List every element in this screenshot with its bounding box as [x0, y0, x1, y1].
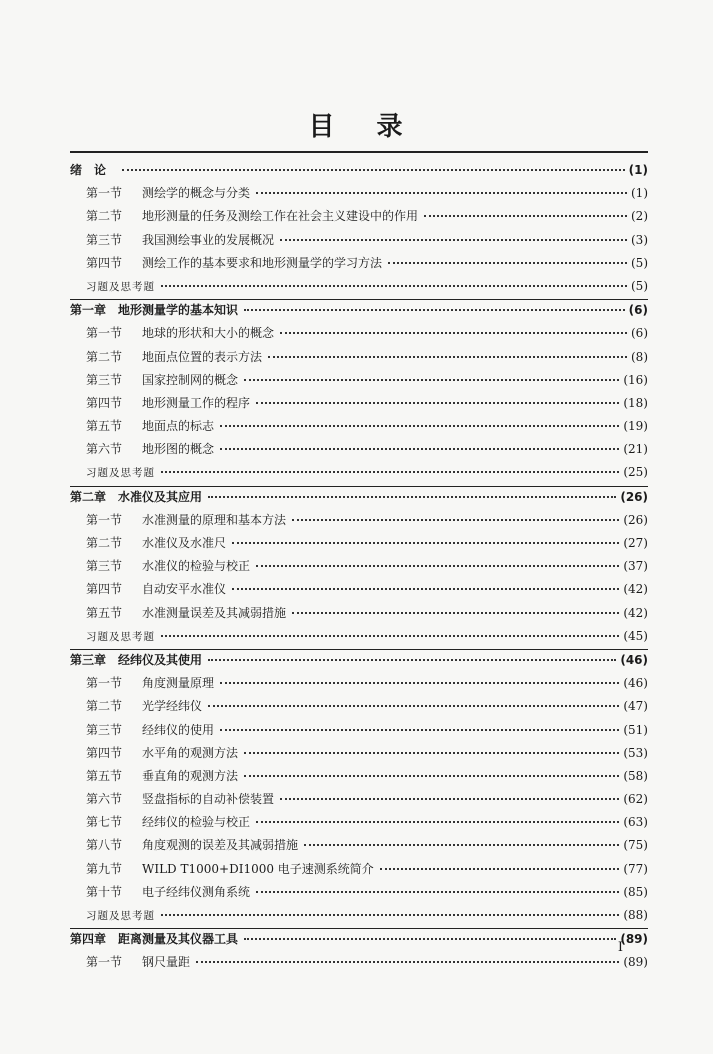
- dot-leader: [424, 203, 627, 217]
- dot-leader: [220, 717, 619, 731]
- toc-entry-number: 第一节: [86, 186, 123, 201]
- dot-leader: [256, 390, 619, 404]
- toc-page-number: (26): [620, 489, 648, 504]
- dot-leader: [280, 320, 627, 334]
- dot-leader: [220, 436, 619, 450]
- dot-leader: [208, 647, 616, 661]
- toc-page-number: (85): [623, 884, 648, 899]
- toc-entry-number: 第一节: [86, 955, 123, 970]
- toc-page-number: (26): [623, 512, 648, 527]
- toc-entry-number: 第三节: [86, 559, 123, 574]
- toc-entry-number: 第六节: [86, 442, 123, 457]
- toc-entry-number: 第二节: [86, 349, 123, 364]
- dot-leader: [304, 832, 619, 846]
- toc-entry-title: 角度观测的误差及其减弱措施: [142, 838, 299, 853]
- toc-page-number: (16): [623, 372, 648, 387]
- toc-page-number: (3): [631, 232, 648, 247]
- toc-entry-number: 第四节: [86, 255, 123, 270]
- dot-leader: [161, 459, 619, 473]
- toc-entry-title: WILD T1000+DI1000 电子速测系统简介: [142, 861, 374, 876]
- toc-entry-number: 绪 论: [70, 163, 107, 177]
- toc-entry-number: 第一节: [86, 512, 123, 527]
- toc-page-number: (42): [623, 582, 648, 597]
- toc-exercise-row[interactable]: [70, 905, 648, 928]
- toc-entry-number: 第二节: [86, 536, 123, 550]
- toc-page-number: (89): [623, 955, 648, 970]
- toc-entry-title: 光学经纬仪: [142, 699, 203, 714]
- toc-entry-number: 第八节: [86, 838, 123, 853]
- toc-page-number: (77): [623, 861, 648, 876]
- toc-entry-number: 第三节: [86, 232, 123, 247]
- toc-page-number: (53): [623, 745, 648, 760]
- dot-leader: [256, 180, 627, 194]
- dot-leader: [292, 600, 619, 614]
- toc-section-row[interactable]: [70, 952, 648, 975]
- toc-page-number: (19): [623, 419, 648, 434]
- toc-page-number: (45): [623, 628, 648, 643]
- page-title: 目 录: [308, 112, 405, 142]
- dot-leader: [244, 926, 616, 940]
- toc-page-number: (47): [623, 699, 648, 714]
- dot-leader: [232, 576, 619, 590]
- toc-entry-number: 第二节: [86, 209, 123, 224]
- toc-page-number: (8): [631, 349, 648, 364]
- toc-entry-number: 第一章: [70, 303, 107, 318]
- toc-page-number: (2): [631, 209, 648, 224]
- toc-page-number: (42): [623, 605, 648, 620]
- toc-entry-number: 第二节: [86, 699, 123, 714]
- toc-page-number: (37): [623, 559, 648, 574]
- dot-leader: [256, 553, 619, 567]
- toc-entry-title: 竖盘指标的自动补偿装置: [142, 792, 275, 807]
- toc-entry-title: 地面点的标志: [142, 419, 215, 434]
- toc-entry-title: 测绘学的概念与分类: [142, 186, 251, 201]
- toc-entry-title: 经纬仪及其使用: [118, 652, 203, 667]
- dot-leader: [244, 763, 619, 777]
- toc-page-number: (6): [631, 326, 648, 341]
- toc-entry-number: 第六节: [86, 792, 123, 807]
- toc-entry-number: 第四节: [86, 395, 123, 410]
- toc-page-number: (5): [631, 255, 648, 270]
- toc-list: [70, 160, 648, 976]
- toc-entry-title: 地形测量的任务及测绘工作在社会主义建设中的作用: [142, 209, 419, 224]
- toc-page-number: (75): [623, 838, 648, 853]
- toc-page-number: (51): [623, 722, 648, 737]
- toc-entry-number: 第五节: [86, 768, 123, 783]
- toc-entry-number: 第四节: [86, 582, 123, 597]
- toc-entry-number: 第四章: [70, 932, 107, 947]
- dot-leader: [161, 902, 619, 916]
- toc-entry-title: 角度测量原理: [142, 676, 215, 691]
- toc-entry-title: 习题及思考题: [86, 280, 155, 293]
- dot-leader: [244, 297, 625, 311]
- toc-entry-number: 第二章: [70, 489, 107, 504]
- toc-entry-title: 钢尺量距: [142, 955, 191, 970]
- toc-entry-number: 第七节: [86, 815, 123, 830]
- dot-leader: [244, 740, 619, 754]
- dot-leader: [268, 344, 627, 358]
- toc-entry-title: 水准仪的检验与校正: [142, 559, 251, 574]
- toc-page-number: (88): [623, 908, 648, 922]
- dot-leader: [380, 856, 620, 870]
- toc-entry-number: 第一节: [86, 326, 123, 341]
- toc-page-number: (25): [623, 465, 648, 480]
- toc-entry-title: 水准仪及其应用: [118, 489, 203, 504]
- toc-entry-title: 地面点位置的表示方法: [142, 349, 263, 364]
- page-number: I: [617, 940, 623, 955]
- toc-page-number: (63): [623, 815, 648, 830]
- toc-page-number: (46): [620, 652, 648, 667]
- dot-leader: [232, 530, 619, 544]
- toc-entry-title: 地形测量工作的程序: [142, 395, 251, 410]
- toc-exercise-row[interactable]: [70, 462, 648, 485]
- toc-entry-title: 距离测量及其仪器工具: [118, 932, 239, 947]
- toc-entry-number: 第四节: [86, 745, 123, 760]
- dot-leader: [256, 809, 619, 823]
- toc-entry-title: 国家控制网的概念: [142, 372, 239, 387]
- dot-leader: [220, 670, 619, 684]
- title-rule: [70, 151, 648, 153]
- dot-leader: [196, 949, 619, 963]
- toc-entry-number: 第五节: [86, 605, 123, 620]
- toc-entry-title: 测绘工作的基本要求和地形测量学的学习方法: [142, 255, 383, 270]
- toc-entry-title: 地形图的概念: [142, 442, 215, 457]
- dot-leader: [280, 786, 619, 800]
- toc-entry-title: 地形测量学的基本知识: [118, 303, 239, 318]
- toc-entry-number: 第三节: [86, 372, 123, 387]
- toc-entry-title: 水平角的观测方法: [142, 745, 239, 760]
- toc-page-number: (27): [623, 536, 648, 550]
- toc-page-number: (58): [623, 768, 648, 783]
- toc-page-number: (6): [628, 303, 648, 318]
- toc-page-number: (5): [631, 278, 648, 293]
- toc-entry-number: 第三章: [70, 652, 107, 667]
- toc-page-number: (1): [631, 186, 648, 201]
- toc-exercise-row[interactable]: [70, 626, 648, 649]
- toc-entry-title: 习题及思考题: [86, 467, 155, 480]
- toc-page-number: (1): [628, 163, 648, 177]
- toc-entry-title: 地球的形状和大小的概念: [142, 326, 275, 341]
- toc-page-number: (46): [623, 676, 648, 691]
- toc-entry-title: 自动安平水准仪: [142, 582, 227, 597]
- toc-exercise-row[interactable]: [70, 276, 648, 299]
- toc-entry-title: 水准测量的原理和基本方法: [142, 512, 287, 527]
- toc-entry-title: 经纬仪的检验与校正: [142, 815, 251, 830]
- toc-entry-title: 习题及思考题: [86, 630, 155, 643]
- toc-entry-title: 水准仪及水准尺: [142, 536, 227, 550]
- toc-entry-number: 第五节: [86, 419, 123, 434]
- toc-entry-title: 垂直角的观测方法: [142, 768, 239, 783]
- dot-leader: [122, 157, 625, 171]
- dot-leader: [244, 367, 619, 381]
- toc-entry-title: 经纬仪的使用: [142, 722, 215, 737]
- toc-entry-number: 第九节: [86, 861, 123, 876]
- dot-leader: [220, 413, 619, 427]
- toc-page-number: (21): [623, 442, 648, 457]
- toc-entry-title: 习题及思考题: [86, 910, 155, 922]
- dot-leader: [161, 623, 619, 637]
- dot-leader: [208, 693, 619, 707]
- dot-leader: [280, 227, 627, 241]
- toc-entry-number: 第十节: [86, 884, 123, 899]
- toc-entry-title: 电子经纬仪测角系统: [142, 884, 251, 899]
- dot-leader: [256, 879, 619, 893]
- toc-page-number: (18): [623, 395, 648, 410]
- toc-entry-number: 第一节: [86, 676, 123, 691]
- toc-page-number: (89): [620, 932, 648, 947]
- toc-entry-title: 水准测量误差及其减弱措施: [142, 605, 287, 620]
- dot-leader: [161, 273, 627, 287]
- dot-leader: [388, 250, 627, 264]
- toc-entry-number: 第三节: [86, 722, 123, 737]
- dot-leader: [292, 507, 619, 521]
- toc-entry-title: 我国测绘事业的发展概况: [142, 232, 275, 247]
- dot-leader: [208, 484, 616, 498]
- toc-page-number: (62): [623, 792, 648, 807]
